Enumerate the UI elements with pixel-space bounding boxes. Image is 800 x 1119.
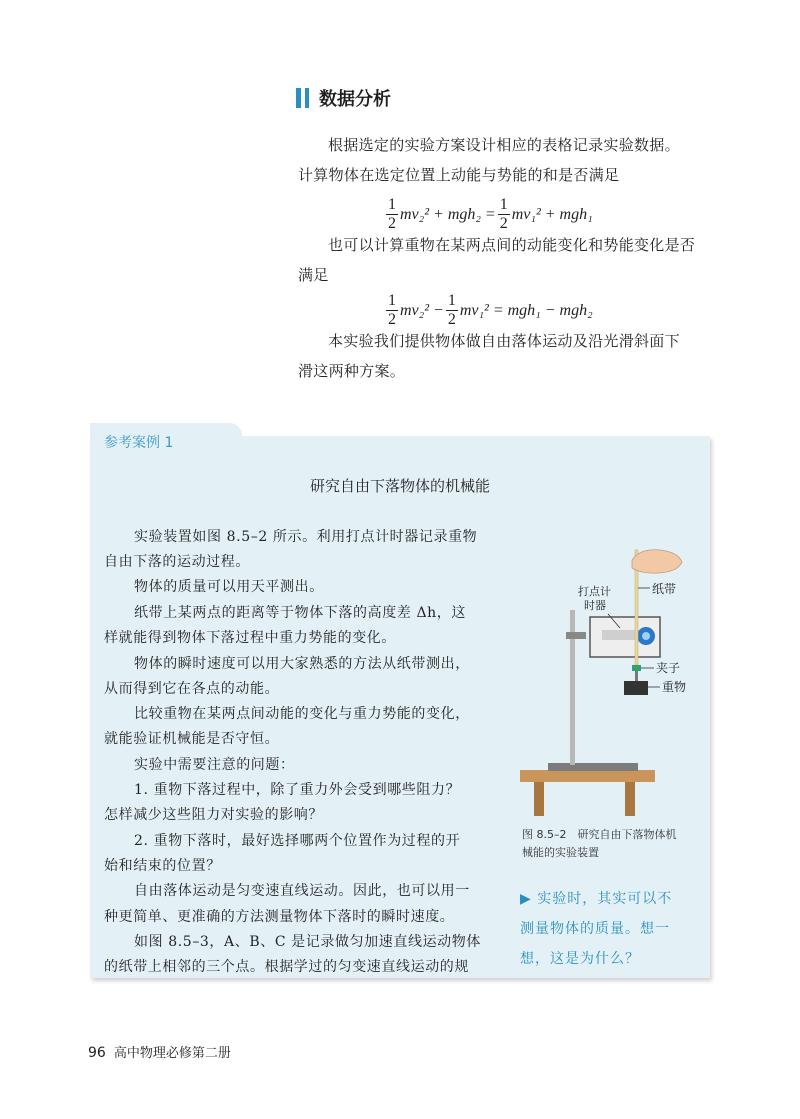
clip-rod [635, 671, 638, 681]
equation1-part-a: mv₂² + mgh₂ = [400, 205, 496, 223]
case-line-18: 的纸带上相邻的三个点。根据学过的匀变速直线运动的规 [104, 959, 469, 975]
equation2-part-b: mv₁² = mgh₁ − mgh₂ [459, 301, 593, 319]
label-timer-2: 时器 [584, 599, 606, 612]
case-label: 参考案例 1 [104, 435, 174, 451]
label-timer-1: 打点计 [578, 585, 611, 598]
figure-caption [522, 826, 707, 862]
timer-coil-center [642, 632, 650, 640]
figure-caption-line1: 图 8.5–2 研究自由下落物体机 [522, 828, 677, 841]
case-line-5: 样就能得到物体下落过程中重力势能的变化。 [104, 630, 396, 646]
intro-para3-line1: 本实验我们提供物体做自由落体运动及沿光滑斜面下 [328, 332, 680, 350]
apparatus-figure [520, 540, 705, 830]
tip-note [520, 884, 706, 974]
intro-para1-line1: 根据选定的实验方案设计相应的表格记录实验数据。 [328, 136, 680, 154]
equation-energy-change: $\frac{1}{2}$ mv₂² − $\frac{1}{2}$ mv₁² = mgh₁ − mgh₂ [388, 292, 593, 328]
case-line-11: 1. 重物下落过程中，除了重力外会受到哪些阻力？ [134, 782, 461, 798]
equation-energy-sum: $\frac{1}{2}$ mv₂² + mgh₂ = $\frac{1}{2}$ mv₁² + mgh₁ [388, 196, 593, 232]
label-clip: 夹子 [656, 661, 681, 675]
figure-caption-line2: 械能的实验装置 [522, 846, 599, 859]
table-leg-right [625, 782, 635, 816]
case-line-15: 自由落体运动是匀变速直线运动。因此，也可以用一 [134, 883, 470, 899]
tip-line1: 实验时，其实可以不 [537, 891, 673, 907]
tip-line2: 测量物体的质量。想一 [520, 921, 670, 937]
table-leg-left [534, 782, 544, 816]
clip [632, 665, 641, 671]
case-line-12: 怎样减少这些阻力对实验的影响？ [104, 807, 323, 823]
tip-line3: 想，这是为什么？ [520, 951, 640, 967]
case-line-16: 种更简单、更准确的方法测量物体下落时的瞬时速度。 [104, 909, 455, 925]
case-line-13: 2. 重物下落时，最好选择哪两个位置作为过程的开 [134, 833, 461, 849]
case-line-1: 实验装置如图 8.5–2 所示。利用打点计时器记录重物 [134, 529, 478, 545]
case-line-7: 从而得到它在各点的动能。 [104, 681, 280, 697]
label-tape: 纸带 [652, 582, 677, 596]
hand-icon [632, 550, 682, 573]
equation1-part-b: mv₁² + mgh₁ [511, 205, 593, 223]
case-line-8: 比较重物在某两点间动能的变化与重力势能的变化， [134, 706, 470, 722]
case-title: 研究自由下落物体的机械能 [309, 477, 490, 495]
section-marker-icon-secondary [305, 88, 309, 108]
equation2-part-a: mv₂² − [400, 301, 444, 319]
case-line-3: 物体的质量可以用天平测出。 [134, 579, 324, 595]
label-weight: 重物 [662, 680, 687, 694]
case-line-2: 自由下落的运动过程。 [104, 554, 250, 570]
stand-clamp [566, 632, 586, 639]
intro-para2-line2: 满足 [298, 266, 329, 284]
page-footer [88, 1042, 231, 1061]
weight-block [624, 681, 648, 695]
intro-para3-line2: 滑这两种方案。 [298, 362, 406, 380]
case-line-9: 就能验证机械能是否守恒。 [104, 731, 280, 747]
case-line-10: 实验中需要注意的问题： [134, 757, 295, 773]
page-number: 96 [88, 1045, 106, 1061]
case-line-6: 物体的瞬时速度可以用大家熟悉的方法从纸带测出， [134, 656, 470, 672]
case-line-17: 如图 8.5–3，A、B、C 是记录做匀加速直线运动物体 [134, 934, 481, 950]
section-title: 数据分析 [319, 89, 391, 110]
tip-arrow-icon: ▶ [520, 891, 532, 907]
section-heading [296, 86, 391, 110]
case-line-14: 始和结束的位置？ [104, 858, 221, 874]
intro-para1-line2: 计算物体在选定位置上动能与势能的和是否满足 [298, 166, 620, 184]
case-line-4: 纸带上某两点的距离等于物体下落的高度差 Δh，这 [134, 605, 466, 621]
section-marker-icon [296, 88, 301, 108]
stand-base [548, 763, 638, 771]
intro-para2-line1: 也可以计算重物在某两点间的动能变化和势能变化是否 [328, 236, 696, 254]
table-top [520, 770, 655, 782]
book-title: 高中物理必修第二册 [113, 1046, 231, 1061]
